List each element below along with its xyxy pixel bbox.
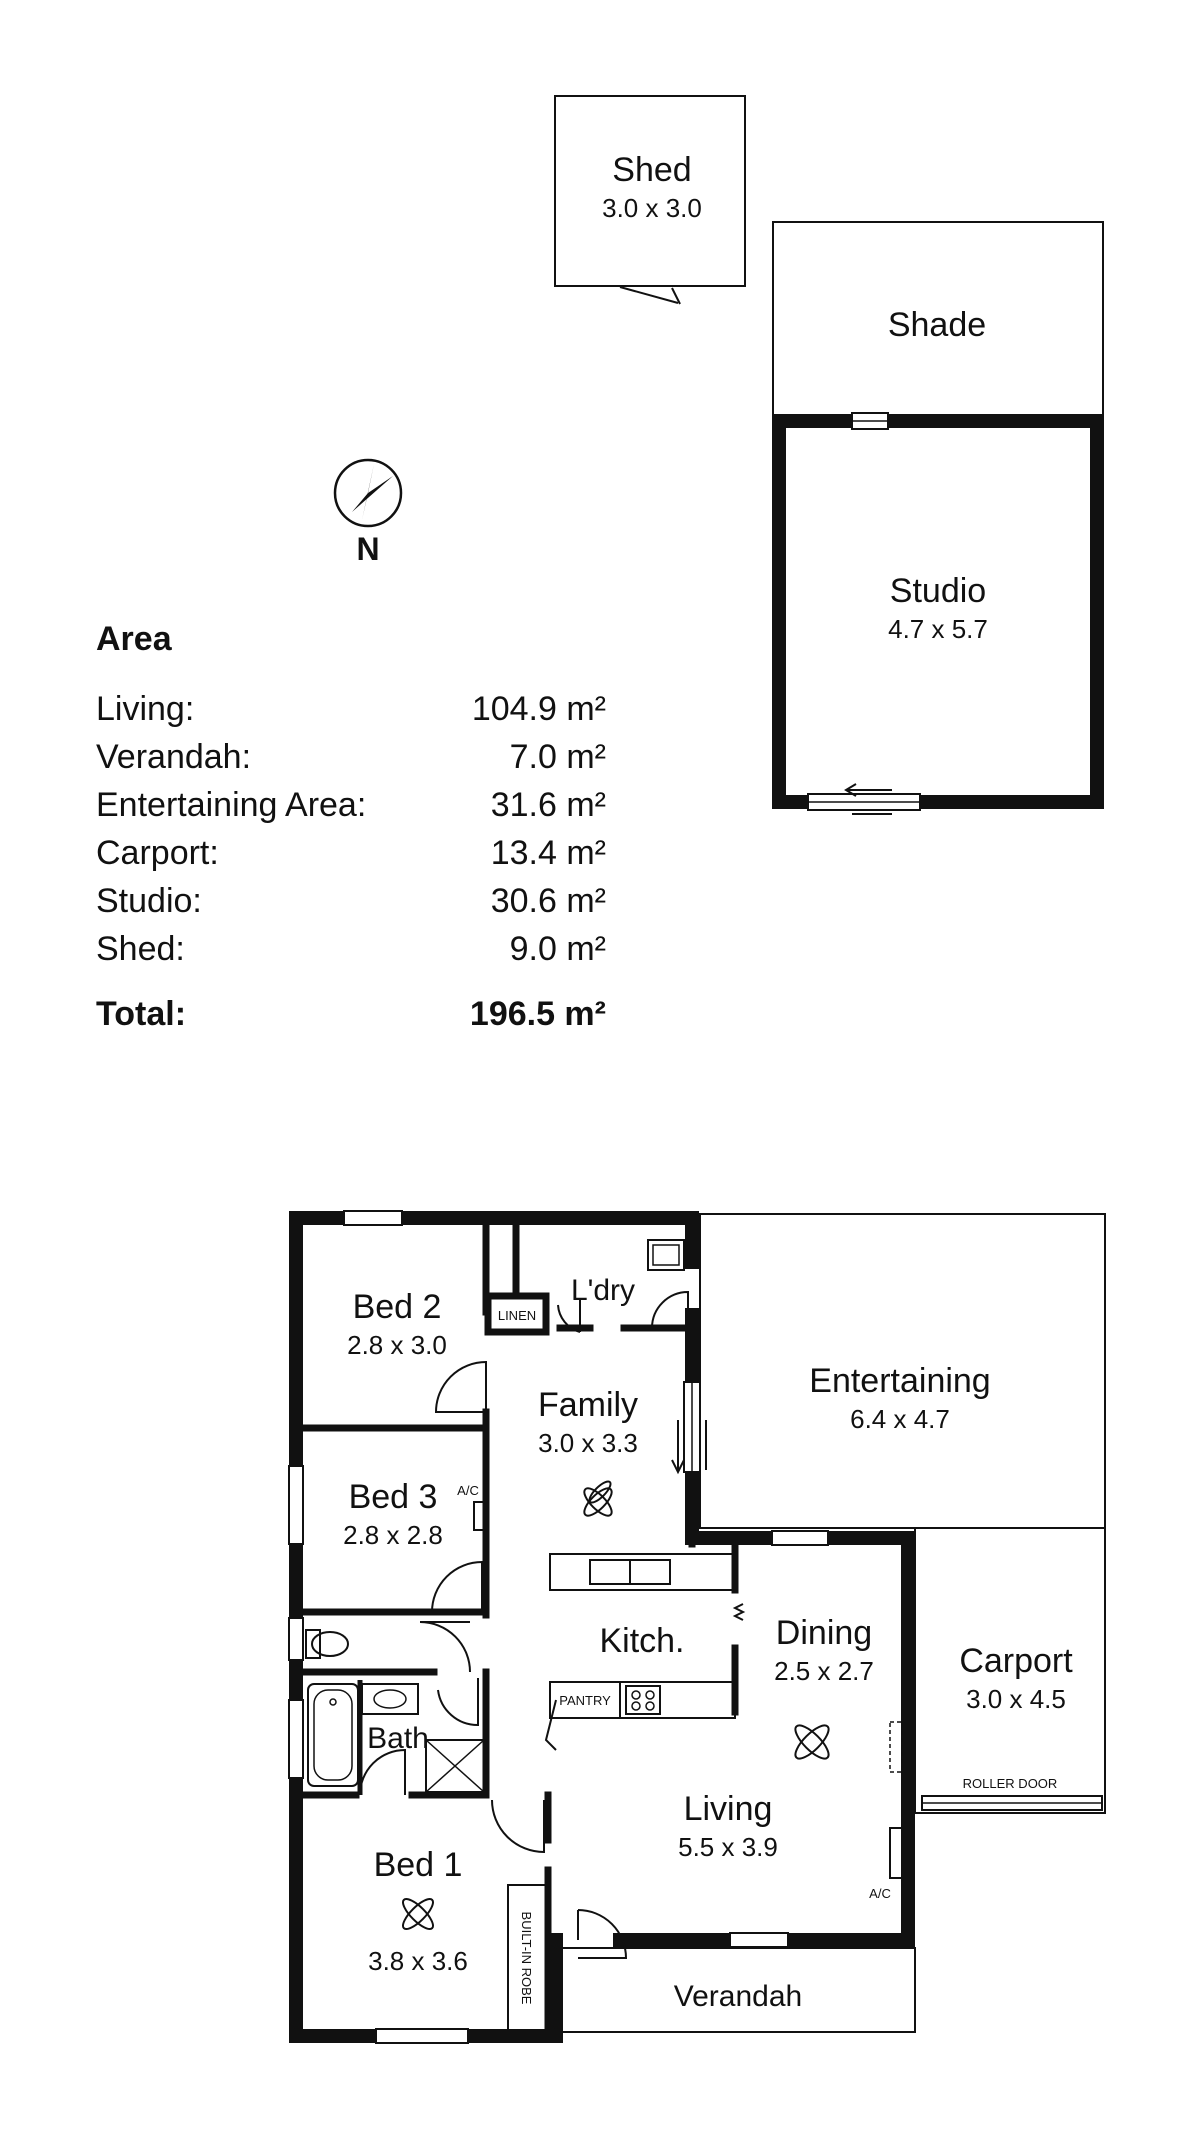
- ceiling-fan-icon: [580, 1479, 615, 1520]
- bed3-label: Bed 3: [348, 1478, 438, 1516]
- rangehood-icon: [735, 1604, 743, 1620]
- door-icon: [360, 1750, 405, 1795]
- area-row-value: 31.6 m²: [490, 786, 606, 824]
- entertaining-dims: 6.4 x 4.7: [850, 1404, 950, 1434]
- living-label: Living: [683, 1790, 773, 1828]
- area-row-label: Living:: [96, 690, 195, 728]
- window-icon: [772, 1531, 828, 1545]
- entertaining-label: Entertaining: [809, 1362, 991, 1400]
- area-row-value: 104.9 m²: [471, 690, 606, 728]
- area-table: [96, 620, 606, 1033]
- shade: [773, 222, 1103, 415]
- area-row-label: Carport:: [96, 834, 219, 872]
- area-total-label: Total:: [96, 995, 187, 1033]
- studio-label: Studio: [889, 572, 987, 610]
- ac-label-bed3: A/C: [457, 1483, 479, 1498]
- roller-door-label: ROLLER DOOR: [962, 1776, 1058, 1791]
- window-icon: [289, 1700, 303, 1778]
- area-row-value: 7.0 m²: [509, 738, 606, 776]
- area-row-value: 9.0 m²: [509, 930, 606, 968]
- area-row-label: Shed:: [96, 930, 185, 968]
- air-conditioner-icon: [890, 1722, 902, 1772]
- bed3-dims: 2.8 x 2.8: [343, 1520, 443, 1550]
- door-icon: [432, 1562, 482, 1612]
- built-in-robe-label: BUILT-IN ROBE: [519, 1911, 534, 2005]
- shed-door-icon: [620, 287, 680, 304]
- door-icon: [492, 1800, 544, 1852]
- dining-dims: 2.5 x 2.7: [774, 1656, 874, 1686]
- window-icon: [344, 1211, 402, 1225]
- bath-label: Bath: [367, 1722, 429, 1755]
- toilet-icon: [312, 1632, 348, 1656]
- shed-label: Shed: [612, 151, 692, 189]
- ceiling-fan-icon: [399, 1895, 437, 1933]
- verandah-label: Verandah: [673, 1980, 803, 2013]
- area-row-label: Entertaining Area:: [96, 786, 367, 824]
- shed: [555, 96, 745, 304]
- ac-label-living: A/C: [869, 1886, 891, 1901]
- area-row-label: Verandah:: [96, 738, 252, 776]
- studio-dims: 4.7 x 5.7: [888, 614, 988, 644]
- arrow-down-icon: [672, 1420, 684, 1472]
- area-title: Area: [96, 620, 172, 658]
- air-conditioner-icon: [890, 1828, 902, 1878]
- main-house: [289, 1211, 1105, 2043]
- carport-dims: 3.0 x 4.5: [966, 1684, 1066, 1714]
- bed1-label: Bed 1: [373, 1846, 463, 1884]
- bed1-dims: 3.8 x 3.6: [368, 1946, 468, 1976]
- living-dims: 5.5 x 3.9: [678, 1832, 778, 1862]
- door-icon: [578, 1910, 626, 1958]
- north-compass: [335, 460, 401, 567]
- window-icon: [289, 1618, 303, 1660]
- door-icon: [438, 1678, 478, 1725]
- area-row-value: 13.4 m²: [490, 834, 606, 872]
- area-total-value: 196.5 m²: [469, 995, 606, 1033]
- family-label: Family: [537, 1386, 639, 1424]
- cooktop-icon: [626, 1686, 660, 1714]
- ceiling-fan-icon: [791, 1721, 833, 1763]
- laundry-label: L'dry: [570, 1274, 636, 1307]
- dining-label: Dining: [775, 1614, 873, 1652]
- kitchen-label: Kitch.: [599, 1622, 685, 1660]
- basin-icon: [362, 1684, 418, 1714]
- door-icon: [436, 1362, 486, 1412]
- shed-dims: 3.0 x 3.0: [602, 193, 702, 223]
- bed2-label: Bed 2: [352, 1288, 442, 1326]
- studio: [779, 413, 1097, 814]
- door-icon: [652, 1292, 688, 1328]
- bed2-dims: 2.8 x 3.0: [347, 1330, 447, 1360]
- area-row-value: 30.6 m²: [490, 882, 606, 920]
- carport-label: Carport: [959, 1642, 1073, 1680]
- pantry-label: PANTRY: [559, 1693, 611, 1708]
- area-row-label: Studio:: [96, 882, 202, 920]
- linen-label: LINEN: [497, 1308, 537, 1323]
- window-icon: [289, 1466, 303, 1544]
- window-icon: [730, 1933, 788, 1947]
- family-dims: 3.0 x 3.3: [538, 1428, 638, 1458]
- window-icon: [376, 2029, 468, 2043]
- shade-label: Shade: [887, 306, 987, 344]
- door-icon: [420, 1622, 470, 1672]
- compass-north-label: N: [356, 531, 380, 567]
